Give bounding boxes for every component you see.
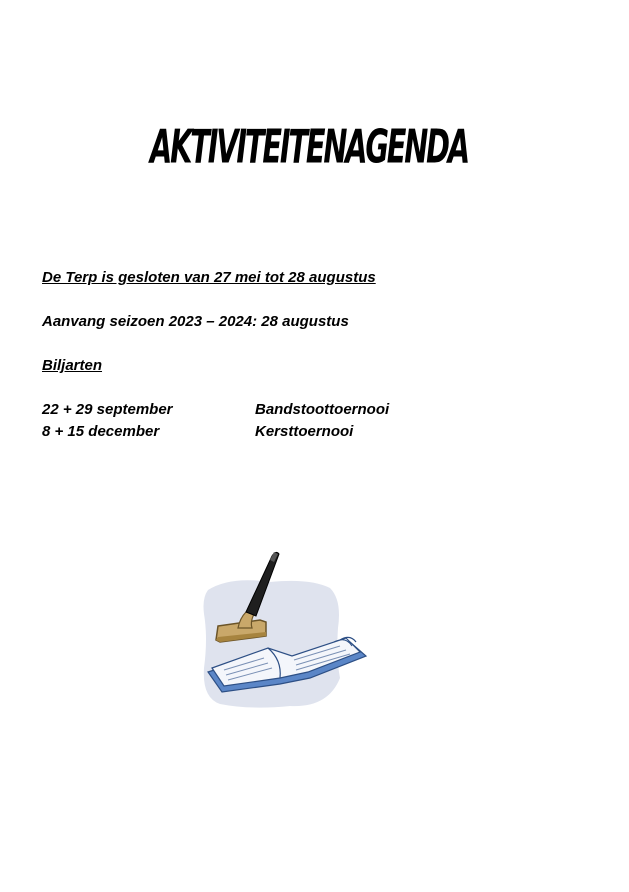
closed-notice: De Terp is gesloten van 27 mei tot 28 augustus bbox=[42, 269, 376, 286]
pen-book-icon bbox=[200, 548, 372, 713]
event-date: 22 + 29 september bbox=[42, 401, 173, 418]
event-name: Kersttoernooi bbox=[255, 423, 354, 440]
section-heading-biljarten: Biljarten bbox=[42, 357, 103, 374]
event-name: Bandstoottoernooi bbox=[255, 401, 390, 418]
title-text: AKTIVITEITENAGENDA bbox=[147, 120, 468, 175]
season-start: Aanvang seizoen 2023 – 2024: 28 augustus bbox=[42, 313, 349, 330]
page-title bbox=[147, 112, 480, 175]
pen-and-book-illustration bbox=[200, 548, 372, 713]
wordart-title bbox=[147, 112, 480, 175]
event-date: 8 + 15 december bbox=[42, 423, 160, 440]
